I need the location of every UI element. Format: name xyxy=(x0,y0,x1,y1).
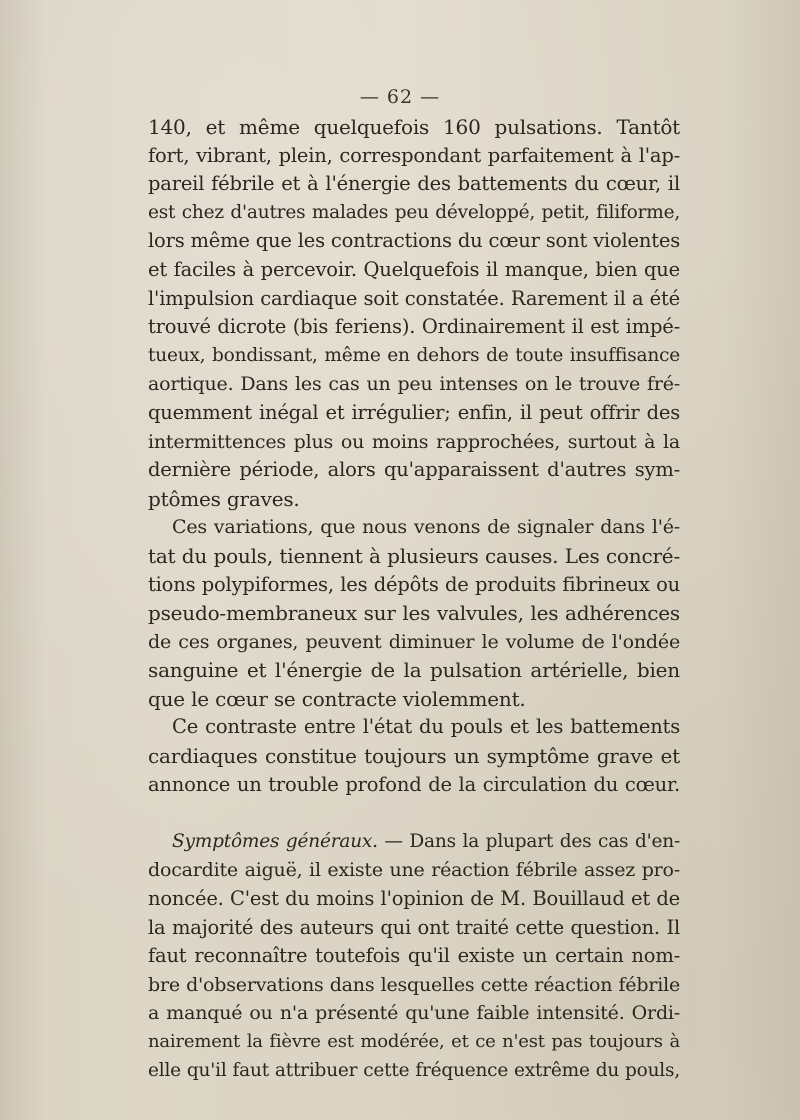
text-line: elle qu'il faut attribuer cette fréquence extrême du pouls, xyxy=(148,1059,680,1081)
text-line: Ces variations, que nous venons de signaler dans l'é- xyxy=(172,516,680,539)
text-line: de ces organes, peuvent diminuer le volume de l'ondée xyxy=(148,630,680,653)
text-line: a manqué ou n'a présenté qu'une faible intensité. Ordi- xyxy=(148,1002,680,1025)
text-line: annonce un trouble profond de la circulation du cœur. xyxy=(148,772,680,796)
text-line: est chez d'autres malades peu développé, petit, filiforme, xyxy=(148,201,680,223)
text-line: 140, et même quelquefois 160 pulsations. Tantôt xyxy=(148,115,680,139)
text-line: docardite aiguë, il existe une réaction fébrile assez pro- xyxy=(148,859,680,882)
text-line: aortique. Dans les cas un peu intenses on le trouve fré- xyxy=(148,373,680,396)
text-line: quemment inégal et irrégulier; enfin, il peut offrir des xyxy=(148,400,680,424)
text-line: dernière période, alors qu'apparaissent d'autres sym- xyxy=(148,458,680,482)
text-line: et faciles à percevoir. Quelquefois il manque, bien que xyxy=(148,257,680,281)
text-line: que le cœur se contracte violemment. xyxy=(148,686,526,711)
paragraph-pulse xyxy=(148,113,680,513)
paragraph-spacer xyxy=(148,799,680,828)
text-line: intermittences plus ou moins rapprochées, surtout à la xyxy=(148,430,680,453)
text-line: bre d'observations dans lesquelles cette réaction fébrile xyxy=(148,973,680,996)
text-line: la majorité des auteurs qui ont traité cette question. Il xyxy=(148,915,680,939)
text-line: fort, vibrant, plein, correspondant parfaitement à l'ap- xyxy=(148,143,680,167)
text-line: lors même que les contractions du cœur sont violentes xyxy=(148,229,681,253)
body-text xyxy=(148,113,680,1085)
text-line: Ce contraste entre l'état du pouls et les battements xyxy=(172,715,680,739)
text-line: cardiaques constitue toujours un symptôme grave et xyxy=(148,744,680,769)
text-line: tions polypiformes, les dépôts de produits fibrineux ou xyxy=(148,572,680,596)
text-line: pareil fébrile et à l'énergie des battements du cœur, il xyxy=(148,172,680,196)
text-line xyxy=(148,828,680,857)
text-line: ptômes graves. xyxy=(148,486,300,511)
heading-line-rest: — Dans la plupart des cas d'en- xyxy=(377,830,680,852)
text-line: pseudo-membraneux sur les valvules, les adhérences xyxy=(148,601,680,626)
text-line: noncée. C'est du moins l'opinion de M. Bouillaud et de xyxy=(148,887,680,911)
text-line: tueux, bondissant, même en dehors de toute insuffisance xyxy=(148,344,680,366)
section-heading: Symptômes généraux. xyxy=(172,830,378,852)
page-number: — 62 — xyxy=(359,86,441,108)
text-line: trouvé dicrote (bis feriens). Ordinairement il est impé- xyxy=(148,315,680,339)
text-line: l'impulsion cardiaque soit constatée. Rarement il a été xyxy=(148,286,680,310)
paragraph-contrast xyxy=(148,713,680,799)
text-line: nairement la fièvre est modérée, et ce n'est pas toujours à xyxy=(148,1031,680,1052)
text-line: faut reconnaître toutefois qu'il existe un certain nom- xyxy=(148,944,680,968)
text-line: tat du pouls, tiennent à plusieurs causes. Les concré- xyxy=(148,543,680,568)
paragraph-variations xyxy=(148,513,680,713)
text-line: sanguine et l'énergie de la pulsation artérielle, bien xyxy=(148,658,680,683)
paragraph-general-symptoms xyxy=(148,828,680,1085)
